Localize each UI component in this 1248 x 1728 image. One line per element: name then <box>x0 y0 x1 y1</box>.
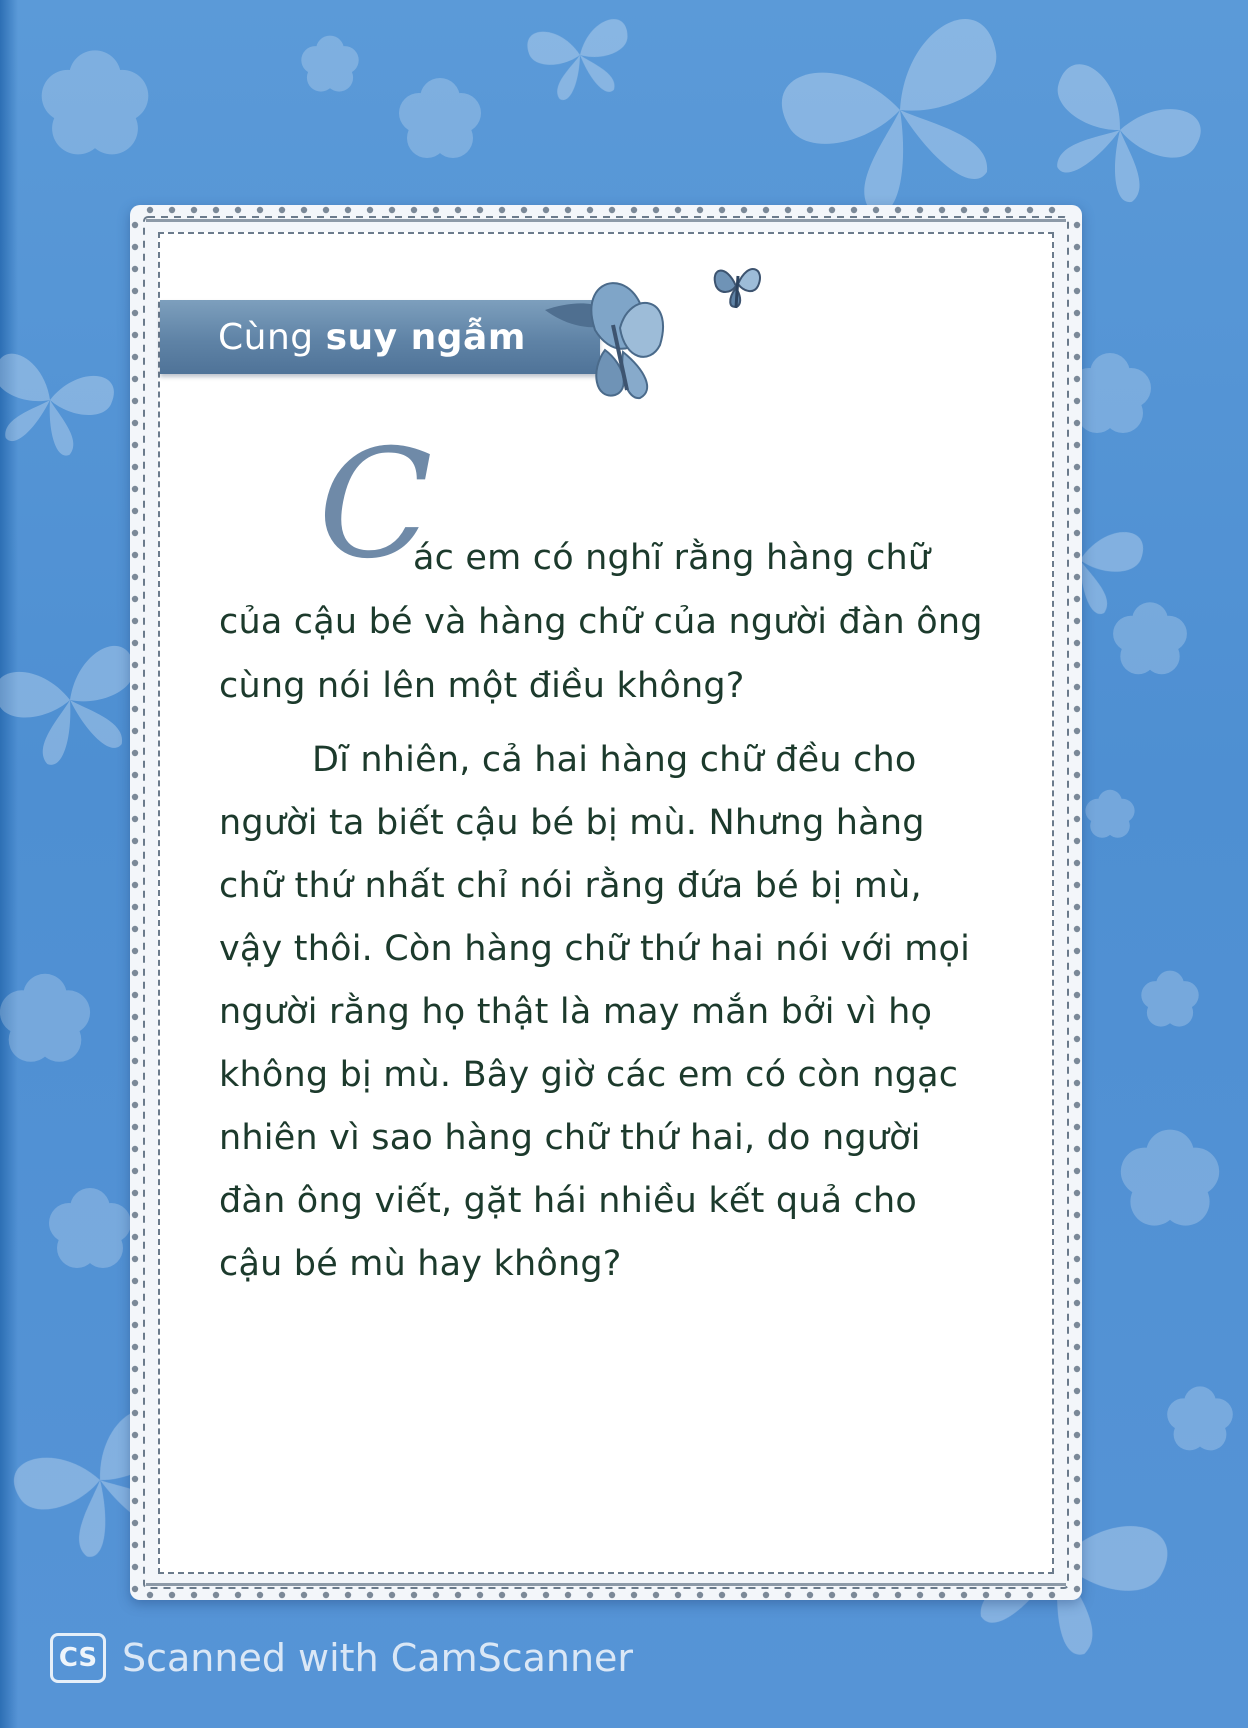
camscanner-logo-icon: CS <box>50 1633 106 1683</box>
text-line-9: không bị mù. Bây giờ các em có còn ngạc <box>219 1055 959 1095</box>
text-line-12: cậu bé mù hay không? <box>219 1244 622 1284</box>
text-line-2: của cậu bé và hàng chữ của người đàn ông <box>219 602 983 642</box>
small-butterfly-icon <box>708 258 768 314</box>
butterfly-icon <box>535 270 685 420</box>
text-line-11: đàn ông viết, gặt hái nhiều kết quả cho <box>219 1181 918 1221</box>
drop-cap: C <box>318 418 433 592</box>
text-line-10: nhiên vì sao hàng chữ thứ hai, do người <box>219 1118 921 1158</box>
text-line-3: cùng nói lên một điều không? <box>219 666 745 706</box>
text-line-4: Dĩ nhiên, cả hai hàng chữ đều cho <box>312 740 917 780</box>
text-line-8: người rằng họ thật là may mắn bởi vì họ <box>219 992 933 1032</box>
text-line-5: người ta biết cậu bé bị mù. Nhưng hàng <box>219 803 925 843</box>
text-line-6: chữ thứ nhất chỉ nói rằng đứa bé bị mù, <box>219 866 922 906</box>
section-title: Cùng suy ngẫm <box>218 317 526 358</box>
text-line-1: ác em có nghĩ rằng hàng chữ <box>413 538 931 578</box>
text-line-7: vậy thôi. Còn hàng chữ thứ hai nói với mọi <box>219 929 971 969</box>
scanner-watermark: Scanned with CamScanner <box>122 1636 634 1680</box>
